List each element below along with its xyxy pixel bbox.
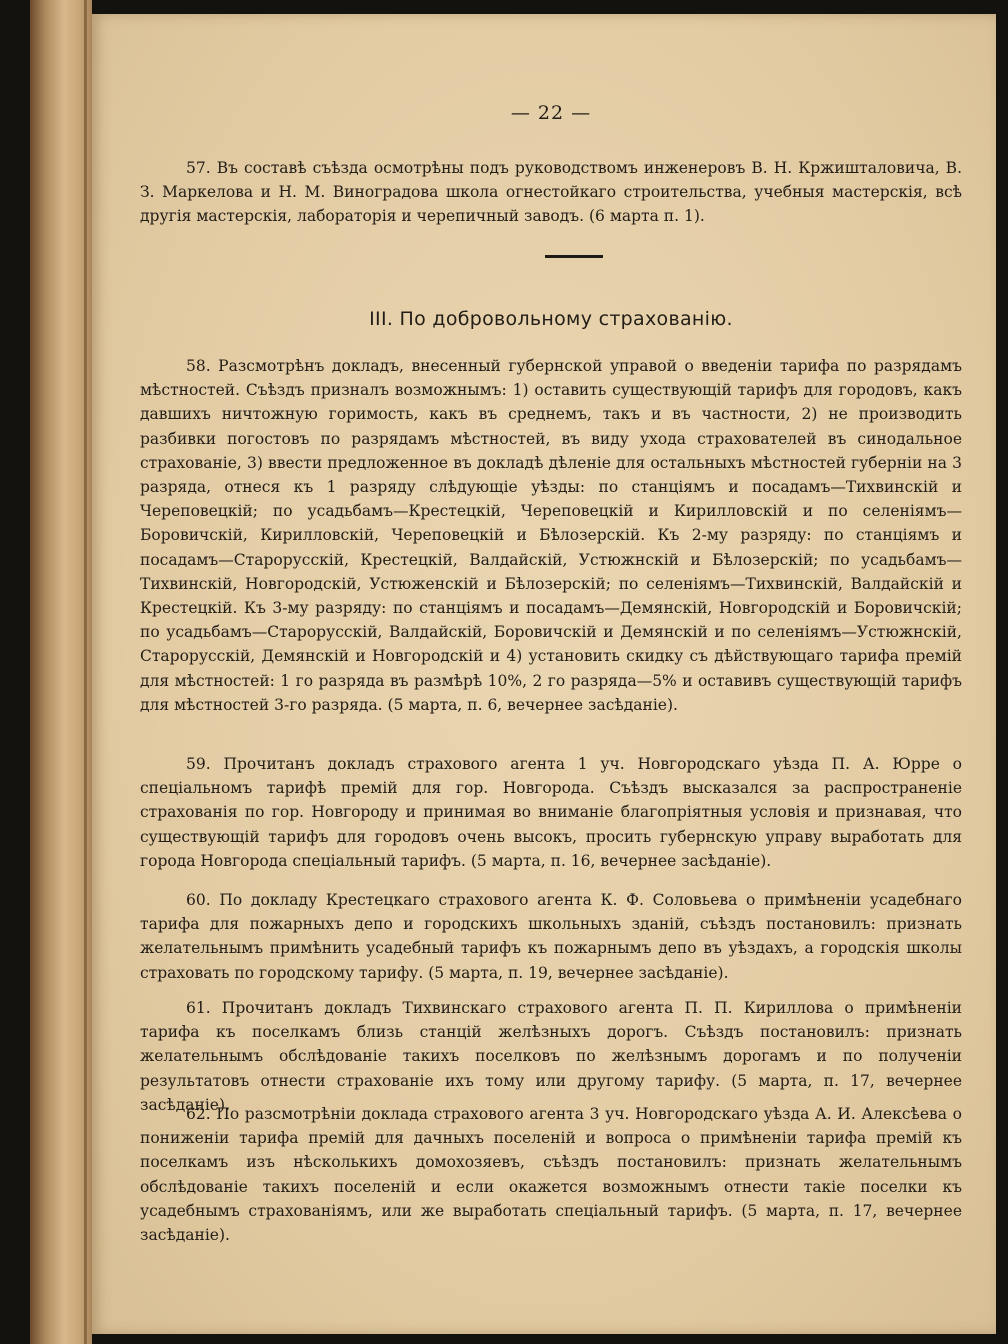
paragraph-60: 60. По докладу Крестецкаго страхового агента К. Ф. Соловьева о примѣненіи усадебнаго тарифа для пожарныхъ депо и городскихъ школьныхъ зданій, съѣздъ постановилъ: признать желательнымъ примѣнить усадебный тарифъ къ пожарнымъ депо въ уѣздахъ, а городскія школы страховать по городскому тарифу. (5 марта, п. 19, вечернее засѣданіе). [140, 891, 962, 982]
paragraph-59: 59. Прочитанъ докладъ страхового агента 1 уч. Новгородскаго уѣзда П. А. Юрре о спеціальномъ тарифѣ премій для гор. Новгорода. Съѣздъ высказался за распространеніе страхованія по гор. Новгороду и принимая во вниманіе благопріятныя условія и признавая, что существующій тарифъ для городовъ очень высокъ, просить губернскую управу выработать для города Новгорода спеціальный тарифъ. (5 марта, п. 16, вечернее засѣданіе). [140, 755, 962, 870]
book-binding [30, 0, 92, 1344]
section-divider [545, 255, 603, 258]
page-number: — 22 — [510, 102, 592, 124]
paragraph-61: 61. Прочитанъ докладъ Тихвинскаго страхового агента П. П. Кириллова о примѣненіи тарифа къ поселкамъ близь станцій желѣзныхъ дорогъ. Съѣздъ постановилъ: признать желательнымъ обслѣдованіе такихъ поселковъ по желѣзнымъ дорогамъ и по полученіи результатовъ отнести страхованіе ихъ тому или другому тарифу. (5 марта, п. 17, вечернее засѣданіе). [140, 999, 962, 1114]
paragraph-58: 58. Разсмотрѣнъ докладъ, внесенный губернской управой о введеніи тарифа по разрядамъ мѣстностей. Съѣздъ призналъ возможнымъ: 1) оставить существующій тарифъ для городовъ, какъ давшихъ ничтожную горимость, какъ въ среднемъ, такъ и въ частности, 2) не производить разбивки погостовъ по разрядамъ мѣстностей, въ виду ухода страхователей въ синодальное страхованіе, 3) ввести предложенное въ докладѣ дѣленіе для остальныхъ мѣстностей губерніи на 3 разряда, отнеся къ 1 разряду слѣдующіе уѣзды: по станціямъ и посадамъ—Тихвинскій и Череповецкій; по усадьбамъ—Крестецкій, Череповецкій и Кирилловскій и по селеніямъ—Боровичскій, Кирилловскій, Череповецкій и Бѣлозерскій. Къ 2-му разряду: по станціямъ и посадамъ—Старорусскій, Крестецкій, Валдайскій, Устюжнскій и Бѣлозерскій; по усадьбамъ—Тихвинскій, Новгородскій, Устюженскій и Бѣлозерскій; по селеніямъ—Тихвинскій, Валдайскій и Крестецкій. Къ 3-му разряду: по станціямъ и посадамъ—Демянскій, Новгородскій и Боровичскій; по усадьбамъ—Старорусскій, Валдайскій, Боровичскій и Демянскій и по селеніямъ—Устюжнскій, Старорусскій, Демянскій и Новгородскій и 4) установить скидку съ дѣйствующаго тарифа премій для мѣстностей: 1 го разряда въ размѣрѣ 10%, 2 го разряда—5% и оставивъ существующій тарифъ для мѣстностей 3-го разряда. (5 марта, п. 6, вечернее засѣданіе). [140, 357, 962, 714]
document-page [92, 14, 996, 1334]
section-heading: III. По добровольному страхованію. [369, 308, 733, 330]
paragraph-62: 62. По разсмотрѣніи доклада страхового агента 3 уч. Новгородскаго уѣзда А. И. Алексѣева о пониженіи тарифа премій для дачныхъ поселеній и вопроса о примѣненіи тарифа премій къ поселкамъ изъ нѣсколькихъ домохозяевъ, съѣздъ постановилъ: признать желательнымъ обслѣдованіе такихъ поселеній и если окажется возможнымъ отнести такіе поселки къ усадебнымъ страхованіямъ, или же выработать спеціальный тарифъ. (5 марта, п. 17, вечернее засѣданіе). [140, 1105, 962, 1245]
paragraph-57: 57. Въ составѣ съѣзда осмотрѣны подъ руководствомъ инженеровъ В. Н. Кржишталовича, В. З. Маркелова и Н. М. Виноградова школа огнестойкаго строительства, учебныя мастерскія, всѣ другія мастерскія, лабораторія и черепичный заводъ. (6 марта п. 1). [140, 159, 962, 226]
binding-edge [84, 0, 87, 1344]
